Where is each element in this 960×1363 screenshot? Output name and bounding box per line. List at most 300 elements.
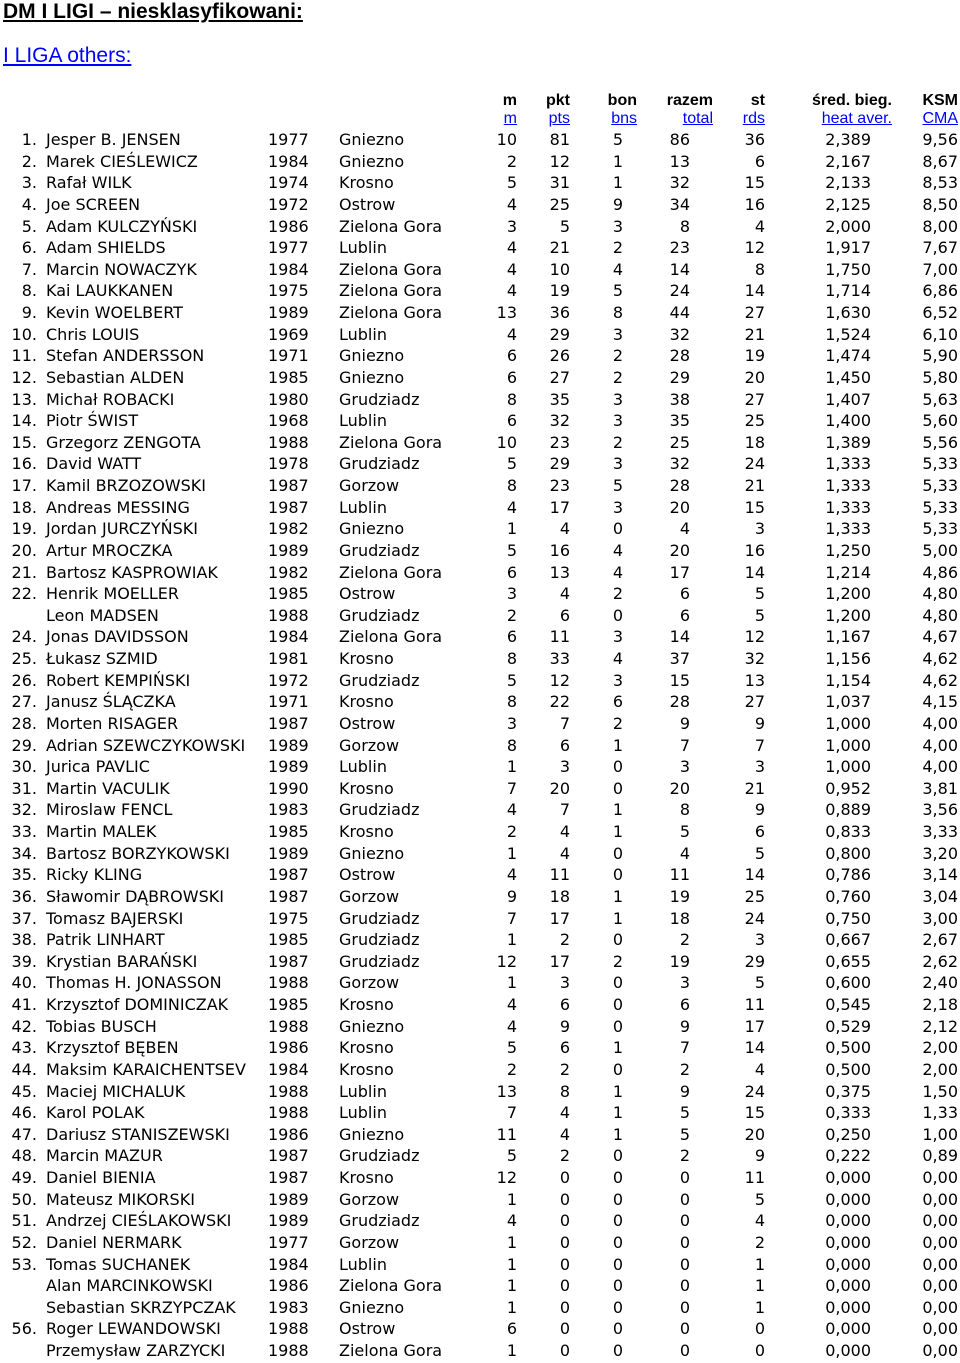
rider-name: Łukasz SZMID [46,649,158,668]
table-row [0,648,960,670]
rider-name: Daniel NERMARK [46,1232,182,1252]
points-value: 21 [549,238,570,258]
cma-value: 8,53 [922,173,958,193]
total-value: 28 [669,692,690,712]
bonus-value: 1 [612,1103,623,1123]
total-value: 32 [669,324,690,344]
bonus-value: 0 [612,757,623,777]
cma-value: 5,33 [922,497,958,517]
matches-value: 9 [506,886,517,906]
header-pkt-label-en[interactable]: pts [548,110,570,127]
points-value: 4 [559,584,570,604]
birth-year: 1987 [268,476,309,495]
rides-value: 21 [744,778,765,798]
rides-value: 21 [744,476,765,495]
rider-name: Janusz ŚLĄCZKA [46,692,176,712]
total-value: 9 [679,1016,690,1036]
rides-value: 27 [744,303,765,322]
rider-name: Roger LEWANDOWSKI [46,1319,221,1339]
rider-name: Michał ROBACKI [46,389,175,409]
team-name: Lublin [339,1103,387,1123]
birth-year: 1988 [268,1016,309,1036]
header-razem-label-en[interactable]: total [682,110,713,127]
rides-value: 6 [754,151,765,171]
matches-value: 8 [506,692,517,712]
heat-average-value: 2,125 [825,194,871,214]
cma-value: 3,20 [922,843,958,863]
total-value: 0 [679,1276,690,1296]
cma-value: 0,00 [922,1189,958,1209]
rides-value: 5 [754,843,765,863]
bonus-value: 0 [612,1059,623,1079]
bonus-value: 2 [612,432,623,452]
team-name: Zielona Gora [339,627,443,647]
rank-cell: 43. [11,1038,37,1058]
team-name: Grudziadz [339,1146,420,1166]
team-name: Gniezno [339,346,405,366]
bonus-value: 2 [612,367,623,387]
header-st-label-en[interactable]: rds [742,110,765,127]
total-value: 0 [679,1189,690,1209]
cma-value: 5,56 [922,432,958,452]
total-value: 24 [669,281,690,301]
bonus-value: 3 [612,389,623,409]
table-row [0,453,960,475]
heat-average-value: 0,000 [825,1232,871,1252]
table-row [0,756,960,778]
birth-year: 1988 [268,605,309,625]
total-value: 0 [679,1341,690,1360]
rides-value: 5 [754,973,765,993]
matches-value: 5 [506,1038,517,1058]
cma-value: 3,56 [922,800,958,820]
total-value: 5 [679,1103,690,1123]
table-row [0,626,960,648]
table-row [0,1318,960,1340]
points-value: 3 [559,973,570,993]
table-row [0,129,960,151]
team-name: Krosno [339,1059,394,1079]
rides-value: 3 [754,930,765,950]
team-name: Zielona Gora [339,432,443,452]
heat-average-value: 0,667 [825,930,871,950]
bonus-value: 6 [612,692,623,712]
birth-year: 1988 [268,1103,309,1123]
heat-average-value: 0,000 [825,1297,871,1317]
heat-average-value: 0,375 [825,1081,871,1101]
table-row [0,410,960,432]
bonus-value: 1 [612,1038,623,1058]
cma-value: 5,33 [922,519,958,539]
birth-year: 1984 [268,627,309,647]
rides-value: 8 [754,259,765,279]
heat-average-value: 1,000 [825,713,871,733]
points-value: 2 [559,930,570,950]
cma-value: 0,00 [922,1319,958,1339]
matches-value: 4 [506,238,517,258]
header-avg-label-en[interactable]: heat aver. [821,110,892,127]
rider-name: Krzysztof DOMINICZAK [46,995,229,1014]
points-value: 18 [549,886,570,906]
rank-cell: 31. [11,778,37,798]
table-row [0,1232,960,1254]
standings-table [0,129,960,1362]
points-value: 0 [559,1189,570,1209]
heat-average-value: 0,760 [825,886,871,906]
team-name: Grudziadz [339,540,420,560]
cma-value: 4,62 [922,670,958,690]
birth-year: 1989 [268,1189,309,1209]
rides-value: 17 [744,1016,765,1036]
birth-year: 1985 [268,367,309,387]
points-value: 3 [559,757,570,777]
total-value: 32 [669,454,690,474]
birth-year: 1987 [268,951,309,971]
rider-name: Bartosz BORZYKOWSKI [46,843,230,863]
total-value: 6 [679,605,690,625]
rank-cell: 42. [11,1016,37,1036]
matches-value: 6 [506,562,517,582]
rank-cell: 1. [21,130,37,149]
team-name: Gniezno [339,151,405,171]
rider-name: Krystian BARAŃSKI [46,951,198,971]
cma-value: 2,40 [922,973,958,993]
header-pkt [546,92,570,128]
birth-year: 1989 [268,757,309,777]
bonus-value: 0 [612,995,623,1014]
heat-average-value: 0,600 [825,973,871,993]
bonus-value: 3 [612,670,623,690]
heat-average-value: 1,474 [825,346,871,366]
rank-cell: 21. [11,562,37,582]
bonus-value: 2 [612,951,623,971]
team-name: Grudziadz [339,1211,420,1231]
heat-average-value: 1,389 [825,432,871,452]
team-name: Gorzow [339,476,400,495]
heat-average-value: 1,333 [825,497,871,517]
birth-year: 1989 [268,540,309,560]
cma-value: 3,14 [922,865,958,885]
birth-year: 1972 [268,670,309,690]
table-row [0,691,960,713]
matches-value: 6 [506,627,517,647]
cma-value: 1,33 [922,1103,958,1123]
points-value: 0 [559,1319,570,1339]
rank-cell: 6. [21,238,37,258]
team-name: Zielona Gora [339,281,443,301]
heat-average-value: 1,400 [825,411,871,431]
table-row [0,821,960,843]
rides-value: 14 [744,562,765,582]
rides-value: 11 [744,1168,765,1187]
points-value: 9 [559,1016,570,1036]
rank-cell: 5. [21,216,37,236]
points-value: 4 [559,1103,570,1123]
heat-average-value: 1,037 [825,692,871,712]
rider-name: Joe SCREEN [46,194,141,214]
table-row [0,324,960,346]
team-name: Gniezno [339,367,405,387]
birth-year: 1971 [268,346,309,366]
rank-cell: 56. [11,1319,37,1339]
bonus-value: 1 [612,908,623,928]
rides-value: 9 [754,800,765,820]
table-row [0,1297,960,1319]
heat-average-value: 0,000 [825,1168,871,1187]
rank-cell: 10. [11,324,37,344]
heat-average-value: 1,154 [825,670,871,690]
matches-value: 8 [506,735,517,755]
header-avg [812,92,892,128]
bonus-value: 4 [612,259,623,279]
team-name: Ostrow [339,584,396,604]
points-value: 32 [549,411,570,431]
rank-cell: 30. [11,757,37,777]
matches-value: 12 [496,951,517,971]
points-value: 31 [549,173,570,193]
table-row [0,843,960,865]
cma-value: 4,86 [922,562,958,582]
team-name: Gniezno [339,130,405,149]
rank-cell: 4. [21,194,37,214]
rank-cell: 53. [11,1254,37,1274]
total-value: 8 [679,216,690,236]
rider-name: Tomasz BAJERSKI [46,908,184,928]
total-value: 17 [669,562,690,582]
heat-average-value: 1,524 [825,324,871,344]
rides-value: 14 [744,865,765,885]
cma-value: 2,00 [922,1038,958,1058]
rider-name: Dariusz STANISZEWSKI [46,1124,230,1144]
rider-name: Marcin MAZUR [46,1146,163,1166]
birth-year: 1977 [268,1232,309,1252]
matches-value: 7 [506,908,517,928]
points-value: 12 [549,670,570,690]
team-name: Gniezno [339,1016,405,1036]
table-row [0,864,960,886]
heat-average-value: 0,529 [825,1016,871,1036]
points-value: 6 [559,1038,570,1058]
rides-value: 24 [744,908,765,928]
birth-year: 1975 [268,281,309,301]
bonus-value: 0 [612,1168,623,1187]
heat-average-value: 2,000 [825,216,871,236]
team-name: Zielona Gora [339,259,443,279]
cma-value: 0,00 [922,1254,958,1274]
team-name: Zielona Gora [339,1276,443,1296]
matches-value: 4 [506,1211,517,1231]
matches-value: 10 [496,130,517,149]
birth-year: 1988 [268,432,309,452]
rides-value: 9 [754,1146,765,1166]
team-name: Gorzow [339,735,400,755]
matches-value: 7 [506,778,517,798]
table-row [0,1102,960,1124]
points-value: 4 [559,843,570,863]
rider-name: Andrzej CIEŚLAKOWSKI [46,1211,232,1231]
rides-value: 0 [754,1341,765,1360]
cma-value: 0,00 [922,1276,958,1296]
matches-value: 1 [506,1189,517,1209]
birth-year: 1987 [268,1168,309,1187]
rider-name: Adam KULCZYŃSKI [46,216,198,236]
heat-average-value: 0,000 [825,1276,871,1296]
points-value: 2 [559,1059,570,1079]
rider-name: Chris LOUIS [46,324,140,344]
cma-value: 5,90 [922,346,958,366]
section-link[interactable]: I LIGA others: [3,44,132,67]
matches-value: 13 [496,303,517,322]
table-row [0,994,960,1016]
rank-cell: 8. [21,281,37,301]
bonus-value: 1 [612,151,623,171]
birth-year: 1988 [268,1319,309,1339]
bonus-value: 1 [612,886,623,906]
birth-year: 1972 [268,194,309,214]
team-name: Grudziadz [339,951,420,971]
cma-value: 7,67 [922,238,958,258]
rider-name: Miroslaw FENCL [46,800,173,820]
header-pkt-label: pkt [546,92,570,109]
rides-value: 27 [744,692,765,712]
rides-value: 3 [754,519,765,539]
birth-year: 1988 [268,973,309,993]
team-name: Lublin [339,238,387,258]
rank-cell: 29. [11,735,37,755]
matches-value: 6 [506,411,517,431]
cma-value: 2,00 [922,1059,958,1079]
points-value: 4 [559,519,570,539]
birth-year: 1987 [268,1146,309,1166]
rank-cell: 35. [11,865,37,885]
rides-value: 20 [744,367,765,387]
table-row [0,518,960,540]
rank-cell: 14. [11,411,37,431]
rank-cell: 50. [11,1189,37,1209]
birth-year: 1978 [268,454,309,474]
rider-name: Piotr ŚWIST [46,411,139,431]
bonus-value: 3 [612,627,623,647]
rides-value: 4 [754,1211,765,1231]
rider-name: Adrian SZEWCZYKOWSKI [46,735,246,755]
team-name: Lublin [339,411,387,431]
bonus-value: 5 [612,476,623,495]
table-row [0,237,960,259]
table-row [0,605,960,627]
rank-cell: 26. [11,670,37,690]
table-row [0,172,960,194]
table-row [0,1210,960,1232]
heat-average-value: 0,889 [825,800,871,820]
points-value: 17 [549,908,570,928]
bonus-value: 3 [612,454,623,474]
header-bon-label-en[interactable]: bns [611,110,637,127]
rider-name: Jesper B. JENSEN [46,130,181,149]
heat-average-value: 2,389 [825,130,871,149]
total-value: 23 [669,238,690,258]
bonus-value: 8 [612,303,623,322]
rides-value: 4 [754,216,765,236]
rider-name: Adam SHIELDS [46,238,166,258]
rank-cell: 37. [11,908,37,928]
rides-value: 9 [754,713,765,733]
birth-year: 1980 [268,389,309,409]
header-st-label: st [750,92,765,109]
header-ksm-label-en[interactable]: CMA [922,110,958,127]
birth-year: 1977 [268,130,309,149]
cma-value: 4,67 [922,627,958,647]
heat-average-value: 0,000 [825,1254,871,1274]
table-row [0,497,960,519]
rides-value: 0 [754,1319,765,1339]
birth-year: 1983 [268,800,309,820]
heat-average-value: 1,714 [825,281,871,301]
table-row [0,432,960,454]
rider-name: Maciej MICHALUK [46,1081,186,1101]
heat-average-value: 0,952 [825,778,871,798]
total-value: 9 [679,1081,690,1101]
team-name: Krosno [339,822,394,841]
points-value: 0 [559,1168,570,1187]
points-value: 7 [559,713,570,733]
cma-value: 2,67 [922,930,958,950]
matches-value: 2 [506,605,517,625]
rider-name: Sławomir DĄBROWSKI [46,886,224,906]
matches-value: 1 [506,1232,517,1252]
team-name: Grudziadz [339,454,420,474]
bonus-value: 1 [612,800,623,820]
birth-year: 1987 [268,886,309,906]
birth-year: 1990 [268,778,309,798]
birth-year: 1982 [268,562,309,582]
total-value: 0 [679,1319,690,1339]
rank-cell: 48. [11,1146,37,1166]
team-name: Ostrow [339,865,396,885]
points-value: 12 [549,151,570,171]
team-name: Lublin [339,1081,387,1101]
bonus-value: 0 [612,843,623,863]
rides-value: 5 [754,584,765,604]
team-name: Krosno [339,692,394,712]
heat-average-value: 0,545 [825,995,871,1014]
birth-year: 1974 [268,173,309,193]
table-row [0,1124,960,1146]
rider-name: Kevin WOELBERT [46,303,183,322]
heat-average-value: 2,167 [825,151,871,171]
table-row [0,670,960,692]
rank-cell: 27. [11,692,37,712]
header-m-label: m [502,92,517,109]
rank-cell: 45. [11,1081,37,1101]
bonus-value: 2 [612,713,623,733]
table-row [0,151,960,173]
matches-value: 12 [496,1168,517,1187]
bonus-value: 0 [612,778,623,798]
rank-cell: 16. [11,454,37,474]
cma-value: 4,62 [922,649,958,668]
points-value: 6 [559,995,570,1014]
birth-year: 1971 [268,692,309,712]
points-value: 22 [549,692,570,712]
birth-year: 1986 [268,1038,309,1058]
heat-average-value: 0,750 [825,908,871,928]
header-m-label-en[interactable]: m [503,110,517,127]
bonus-value: 0 [612,1297,623,1317]
matches-value: 1 [506,1341,517,1360]
cma-value: 5,60 [922,411,958,431]
points-value: 35 [549,389,570,409]
table-row [0,1167,960,1189]
